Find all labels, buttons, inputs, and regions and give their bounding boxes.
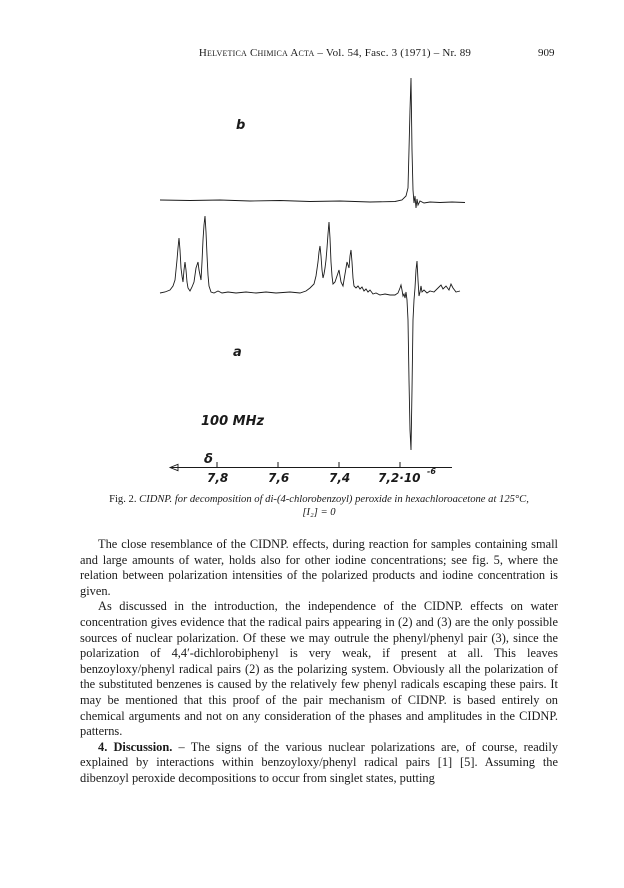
- body-text: [80, 537, 558, 787]
- axis-exponent: -6: [427, 467, 436, 476]
- caption-line-2: [I₂] = 0: [302, 507, 336, 518]
- caption-prefix: Fig. 2.: [109, 494, 140, 505]
- spectrum-b-trace: [160, 78, 465, 208]
- section-heading: 4. Discussion.: [98, 739, 173, 754]
- spectrum-b-label: b: [236, 118, 246, 133]
- frequency-label: 100 MHz: [201, 414, 265, 429]
- paragraph-2: As discussed in the introduction, the independence of the CIDNP. effects on water concentration gives evidence that the radical pairs appearing in (2) and (3) are the only possible sources of nuclear polarization. Of these we may outrule the phenyl/phenyl pair (3), since the polarization of 4,4′-dichlorobiphenyl is very weak, if present at all. This leaves benzoyloxy/phenyl radical pairs (2) as the polarizing system. Obviously all the polarization of the substituted benzenes is caused by the relatively few phenyl radicals escaping these pairs. It may be mentioned that this proof of the pair mechanism of CIDNP. is based entirely on chemical arguments and not on any consideration of the phases and amplitudes in the CIDNP. patterns.: [80, 599, 558, 739]
- delta-label: δ: [204, 452, 213, 467]
- caption-line-1: [80, 493, 558, 506]
- axis-tick-label-1: 7,8: [207, 471, 229, 485]
- axis-tick-label-2: 7,6: [268, 471, 290, 485]
- spectrum-a-label: a: [233, 345, 242, 360]
- paragraph-3: [80, 740, 558, 787]
- page-number: 909: [538, 47, 555, 59]
- axis-tick-label-3: 7,4: [329, 471, 351, 485]
- axis-tick-label-4: 7,2·10: [378, 471, 421, 485]
- paragraph-1: The close resemblance of the CIDNP. effects, during reaction for samples containing small and large amounts of water, holds also for other iodine concentrations; see fig. 5, where the relation between polarization intensities of the polarized products and iodine concentration is given.: [80, 537, 558, 598]
- journal-volume-info: – Vol. 54, Fasc. 3 (1971) – Nr. 89: [314, 47, 472, 59]
- paragraph-3-text: – The signs of the various nuclear polarizations are, of course, readily explained by interactions within benzoyloxy/phenyl radical pairs [1] [5]. Assuming the dibenzoyl peroxide decompositions to occur from singlet states, putting: [80, 739, 559, 785]
- caption-text: CIDNP. for decomposition of di-(4-chlorobenzoyl) peroxide in hexachloroacetone at 125°C,: [139, 494, 529, 505]
- journal-name: Helvetica Chimica Acta: [198, 47, 315, 59]
- figure-caption: [80, 493, 558, 519]
